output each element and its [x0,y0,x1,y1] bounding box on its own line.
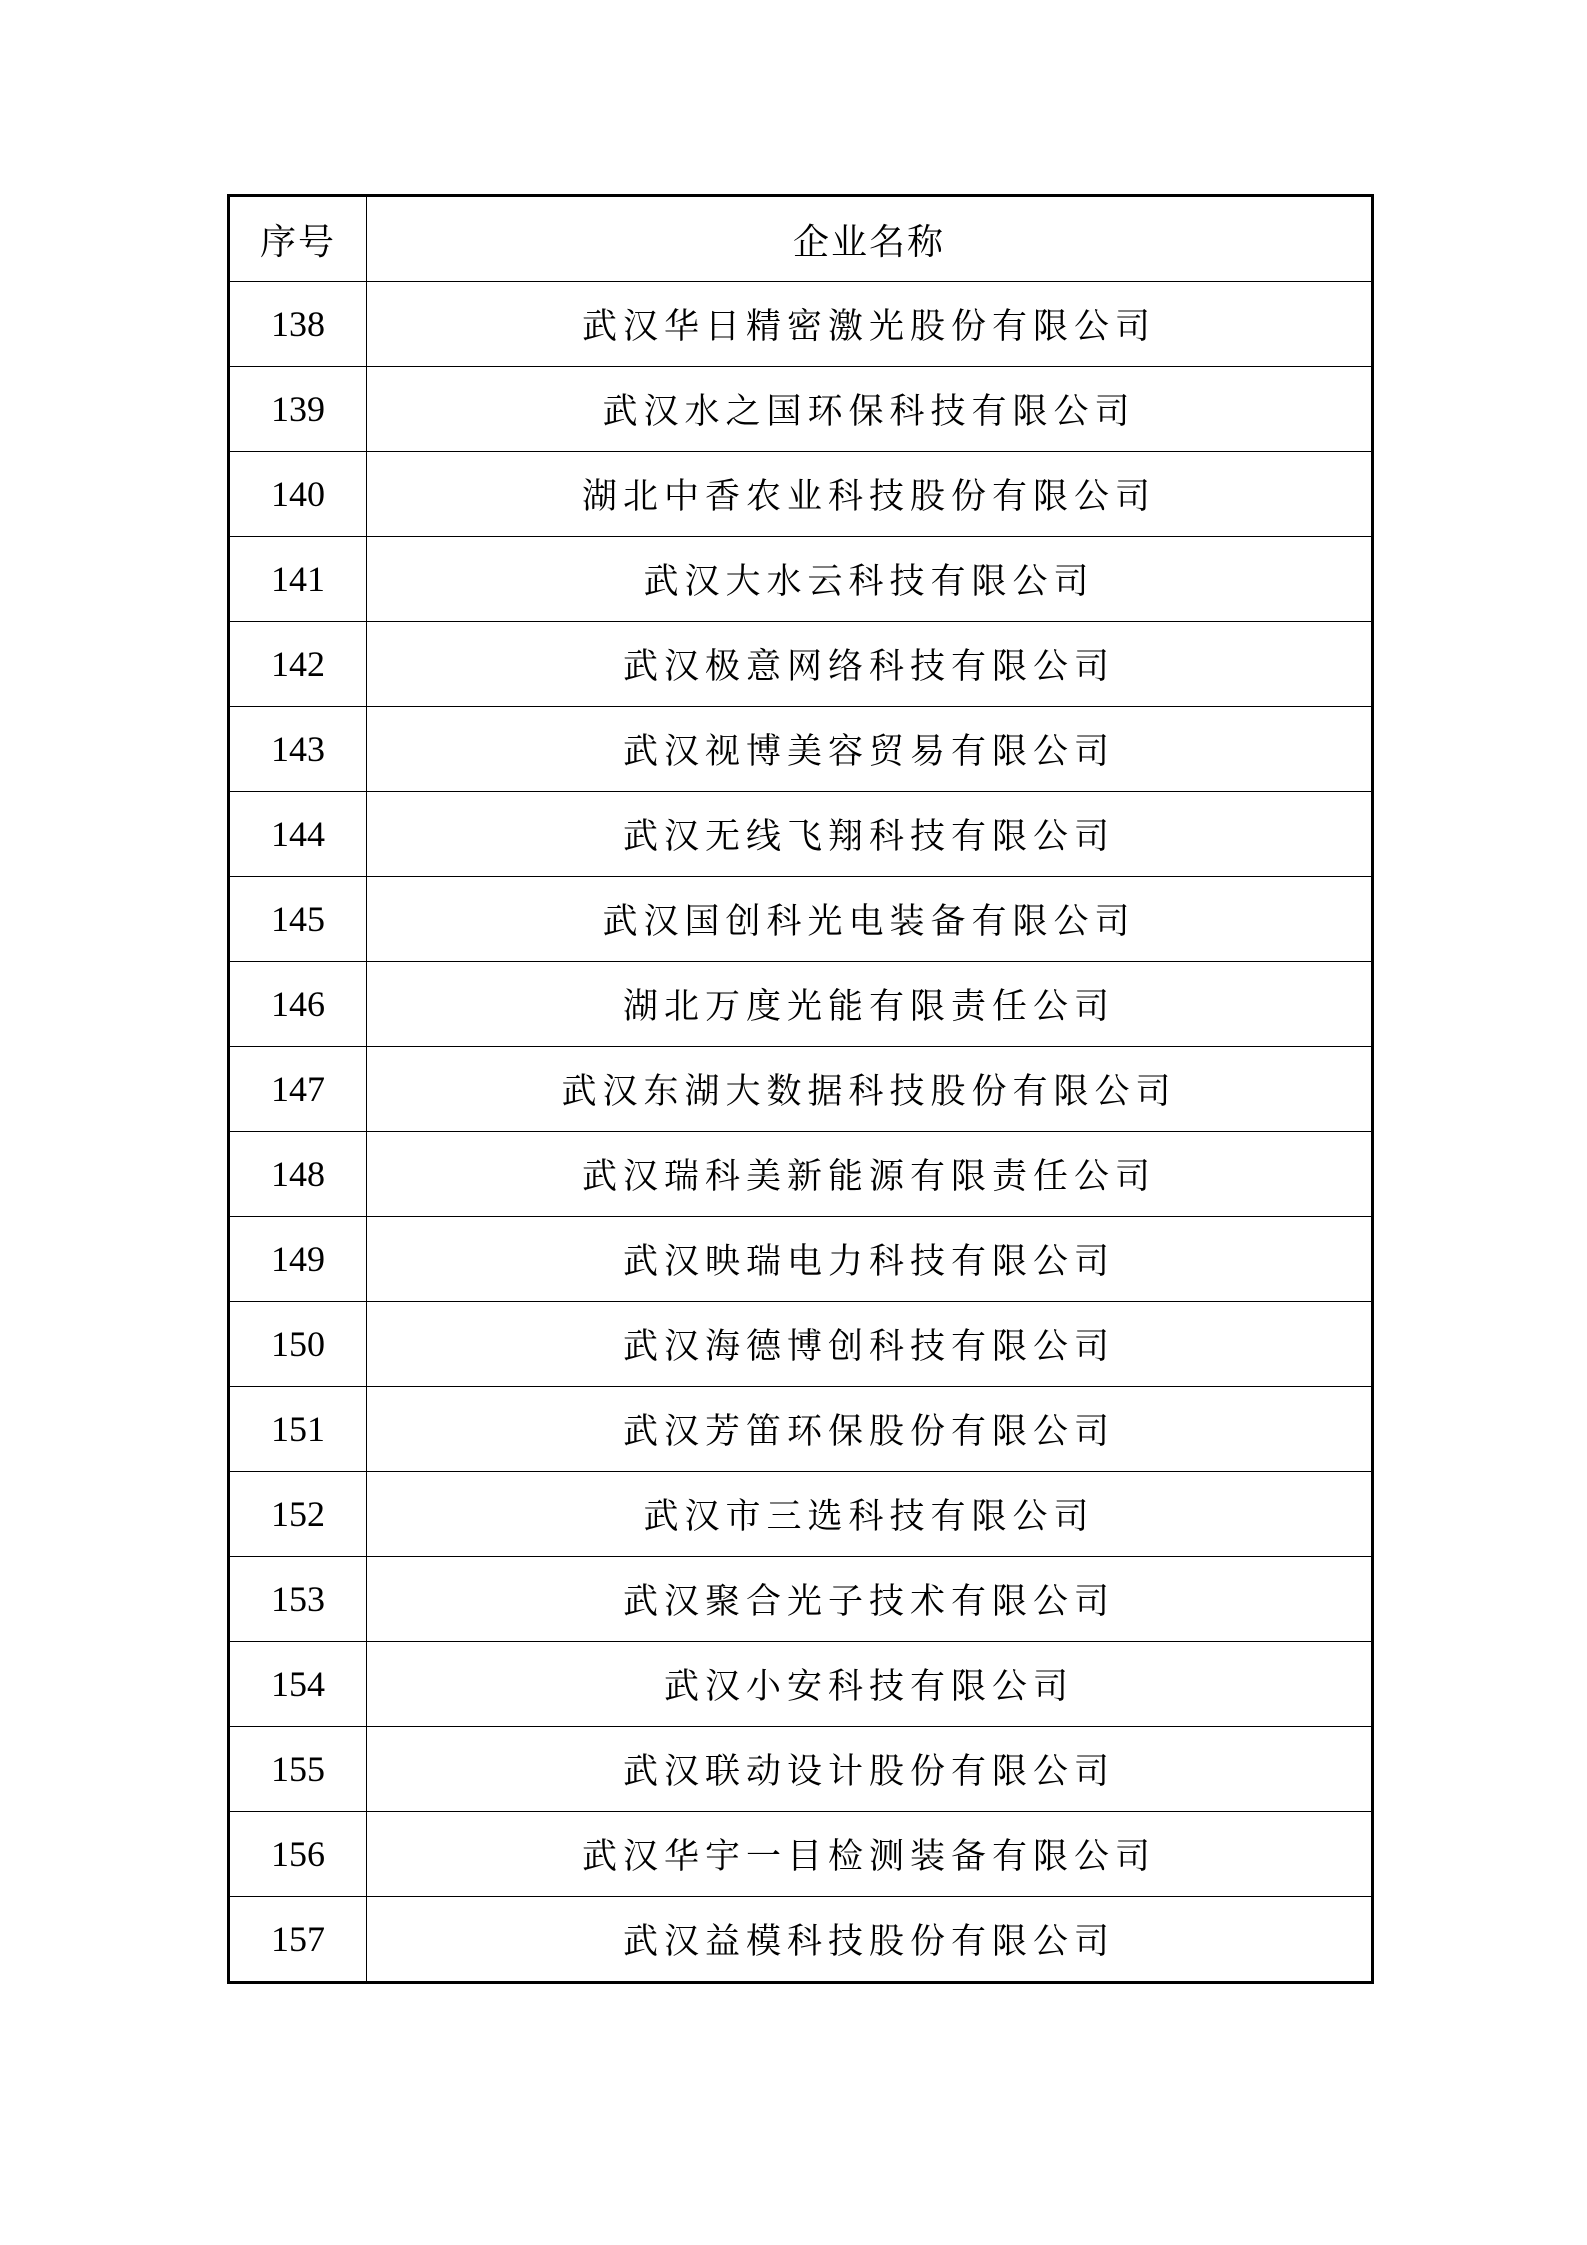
table-row [229,792,1373,877]
company-name: 武汉无线飞翔科技有限公司 [367,792,1373,877]
row-index: 144 [229,792,367,877]
table-row [229,537,1373,622]
company-list-table [227,194,1374,1984]
row-index: 152 [229,1472,367,1557]
company-name: 武汉芳笛环保股份有限公司 [367,1387,1373,1472]
table-row [229,707,1373,792]
table-row [229,1642,1373,1727]
column-header-company-name: 企业名称 [367,196,1373,282]
company-name: 湖北万度光能有限责任公司 [367,962,1373,1047]
row-index: 151 [229,1387,367,1472]
row-index: 150 [229,1302,367,1387]
row-index: 141 [229,537,367,622]
table-row [229,452,1373,537]
row-index: 142 [229,622,367,707]
table-row [229,1812,1373,1897]
company-name: 武汉水之国环保科技有限公司 [367,367,1373,452]
table-row [229,1472,1373,1557]
table-row [229,962,1373,1047]
row-index: 156 [229,1812,367,1897]
table-row [229,1132,1373,1217]
row-index: 138 [229,282,367,367]
company-name: 武汉视博美容贸易有限公司 [367,707,1373,792]
company-name: 武汉东湖大数据科技股份有限公司 [367,1047,1373,1132]
row-index: 148 [229,1132,367,1217]
row-index: 147 [229,1047,367,1132]
row-index: 149 [229,1217,367,1302]
table-row [229,282,1373,367]
table-row [229,1302,1373,1387]
company-name: 武汉华宇一目检测装备有限公司 [367,1812,1373,1897]
table-row [229,1047,1373,1132]
company-name: 湖北中香农业科技股份有限公司 [367,452,1373,537]
row-index: 155 [229,1727,367,1812]
company-name: 武汉市三选科技有限公司 [367,1472,1373,1557]
company-name: 武汉益模科技股份有限公司 [367,1897,1373,1983]
row-index: 139 [229,367,367,452]
row-index: 143 [229,707,367,792]
company-name: 武汉小安科技有限公司 [367,1642,1373,1727]
table-row [229,1217,1373,1302]
row-index: 140 [229,452,367,537]
table-header-row [229,196,1373,282]
company-name: 武汉聚合光子技术有限公司 [367,1557,1373,1642]
company-name: 武汉极意网络科技有限公司 [367,622,1373,707]
row-index: 154 [229,1642,367,1727]
table-row [229,622,1373,707]
company-name: 武汉映瑞电力科技有限公司 [367,1217,1373,1302]
table-row [229,1387,1373,1472]
table-row [229,1727,1373,1812]
row-index: 157 [229,1897,367,1983]
table-row [229,1557,1373,1642]
row-index: 145 [229,877,367,962]
company-name: 武汉华日精密激光股份有限公司 [367,282,1373,367]
row-index: 153 [229,1557,367,1642]
company-name: 武汉海德博创科技有限公司 [367,1302,1373,1387]
company-name: 武汉国创科光电装备有限公司 [367,877,1373,962]
company-name: 武汉大水云科技有限公司 [367,537,1373,622]
table-row [229,367,1373,452]
row-index: 146 [229,962,367,1047]
company-name: 武汉联动设计股份有限公司 [367,1727,1373,1812]
table-row [229,877,1373,962]
column-header-index: 序号 [229,196,367,282]
table-row [229,1897,1373,1983]
company-name: 武汉瑞科美新能源有限责任公司 [367,1132,1373,1217]
